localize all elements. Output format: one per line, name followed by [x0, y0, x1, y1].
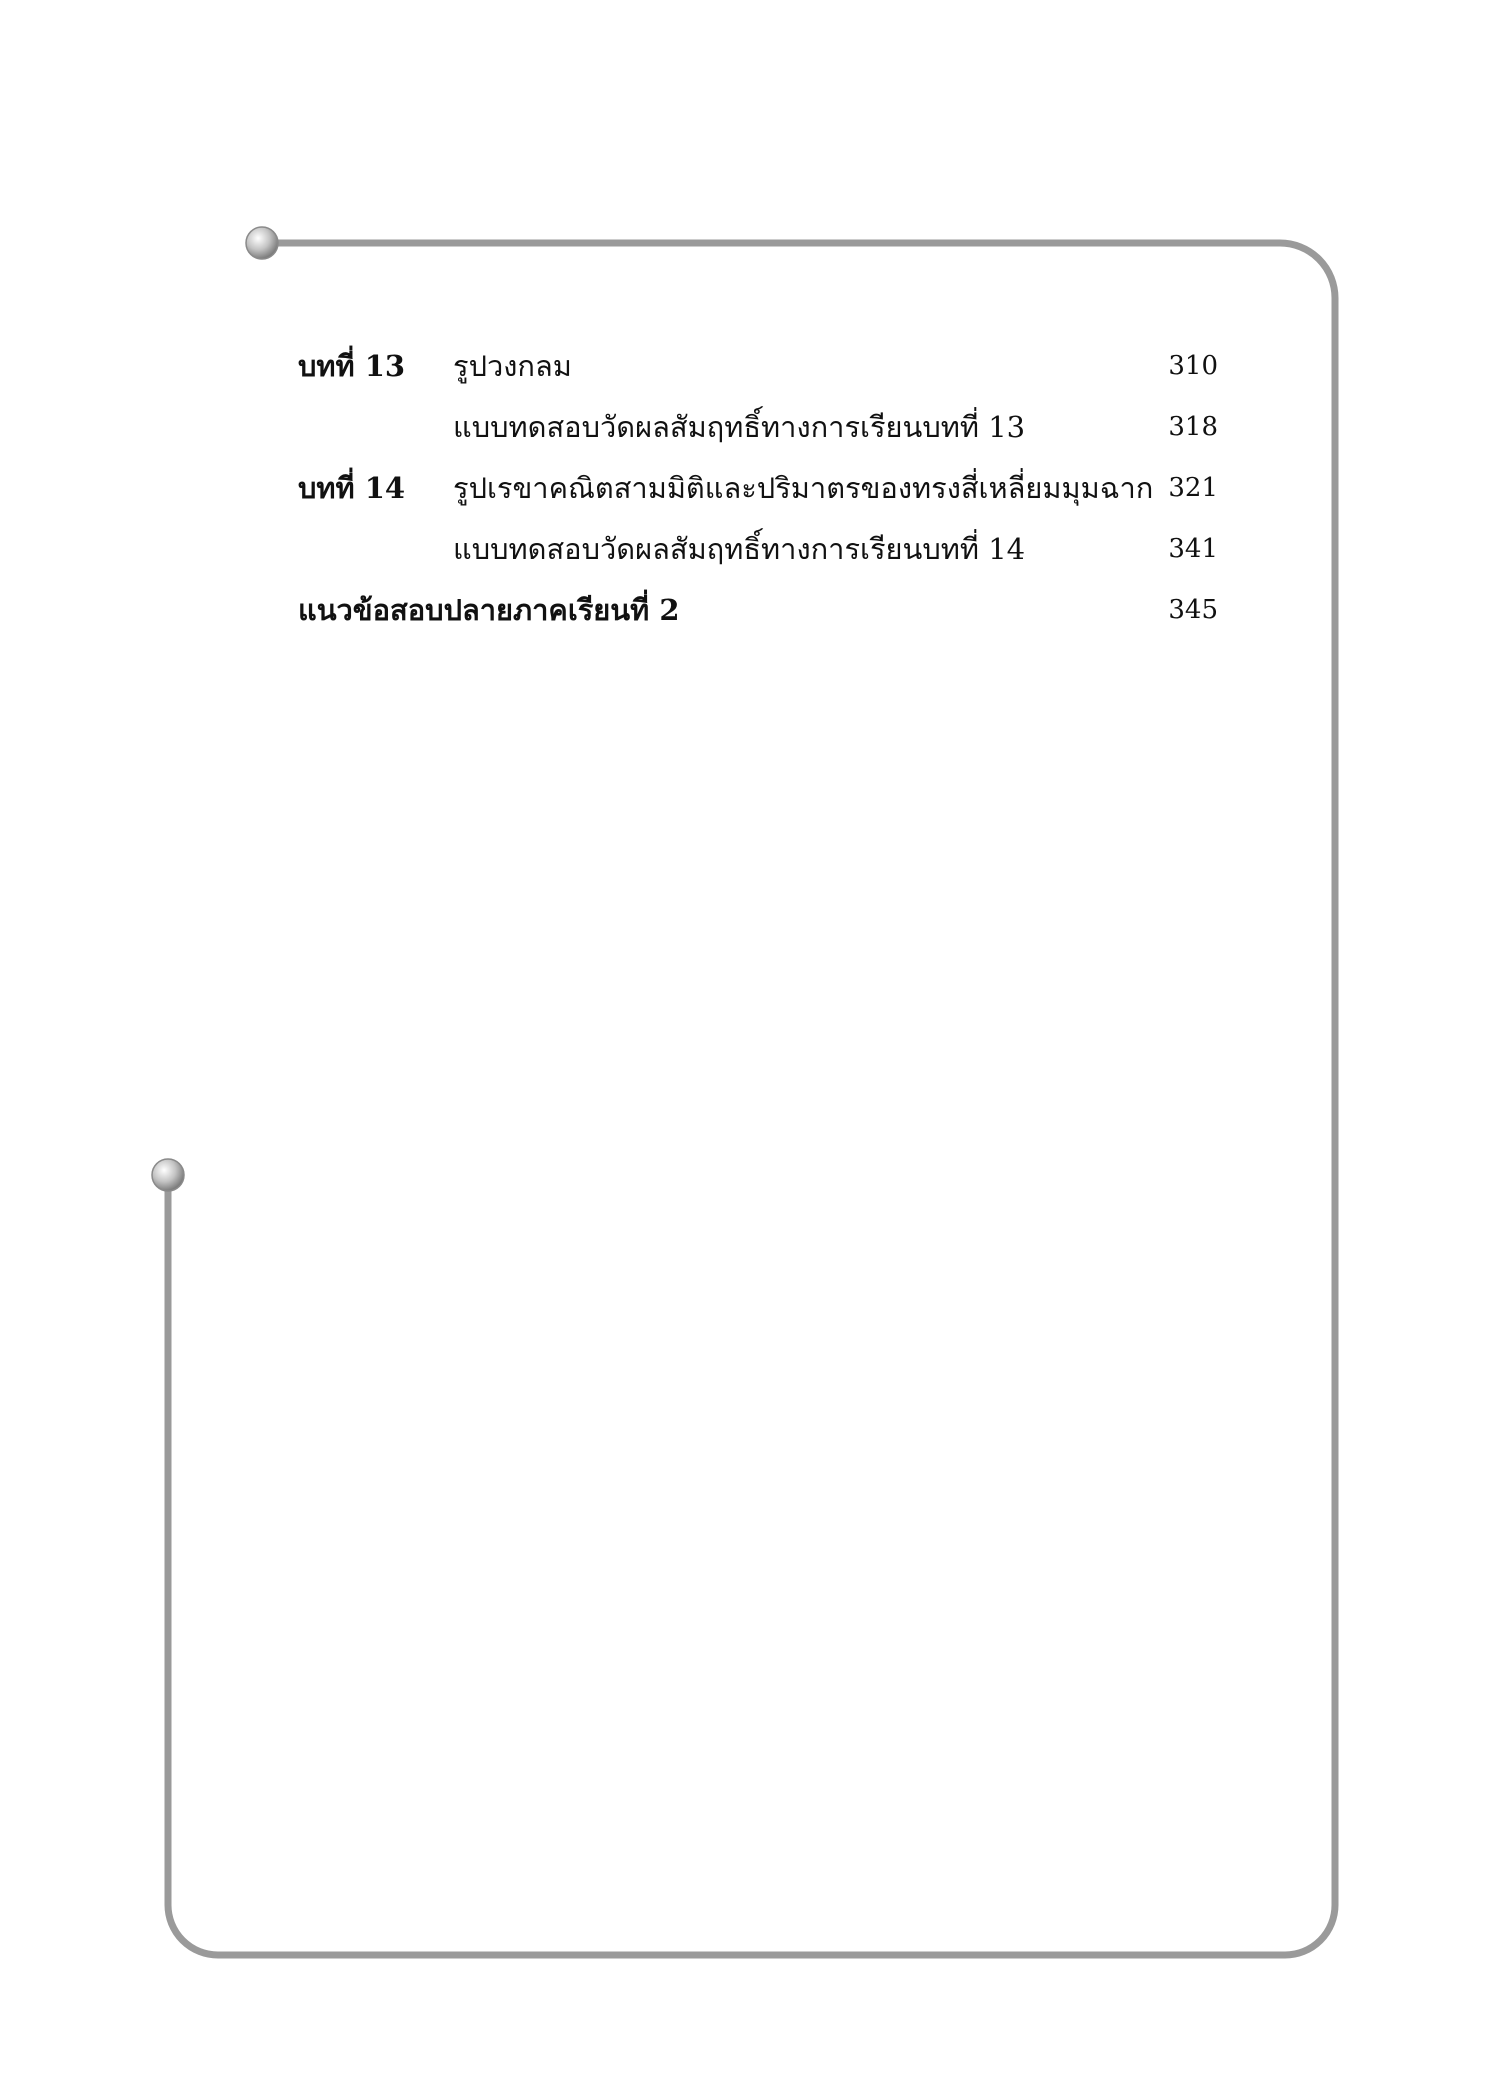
- frame-left-bead-icon: [152, 1159, 184, 1191]
- toc-page-number: 345: [1168, 595, 1218, 625]
- toc-entry: [298, 407, 1218, 468]
- toc-title: รูปวงกลม: [453, 349, 572, 383]
- toc-title: แบบทดสอบวัดผลสัมฤทธิ์ทางการเรียนบทที่ 14: [453, 532, 1026, 566]
- toc-chapter-label: บทที่ 13: [298, 349, 406, 383]
- toc-title: แนวข้อสอบปลายภาคเรียนที่ 2: [298, 593, 680, 627]
- toc-page-number: 318: [1168, 412, 1218, 442]
- toc-title: รูปเรขาคณิตสามมิติและปริมาตรของทรงสี่เหลี่ยมมุมฉาก: [453, 471, 1154, 505]
- toc-entry: [298, 590, 1218, 651]
- frame-top-bead-icon: [246, 227, 278, 259]
- toc-entry: [298, 346, 1218, 407]
- toc-page-number: 341: [1168, 534, 1218, 564]
- toc-title: แบบทดสอบวัดผลสัมฤทธิ์ทางการเรียนบทที่ 13: [453, 410, 1026, 444]
- table-of-contents: [298, 346, 1218, 651]
- toc-page-number: 321: [1168, 473, 1218, 503]
- toc-page-number: 310: [1168, 351, 1218, 381]
- toc-entry: [298, 529, 1218, 590]
- toc-entry: [298, 468, 1218, 529]
- toc-chapter-label: บทที่ 14: [298, 471, 406, 505]
